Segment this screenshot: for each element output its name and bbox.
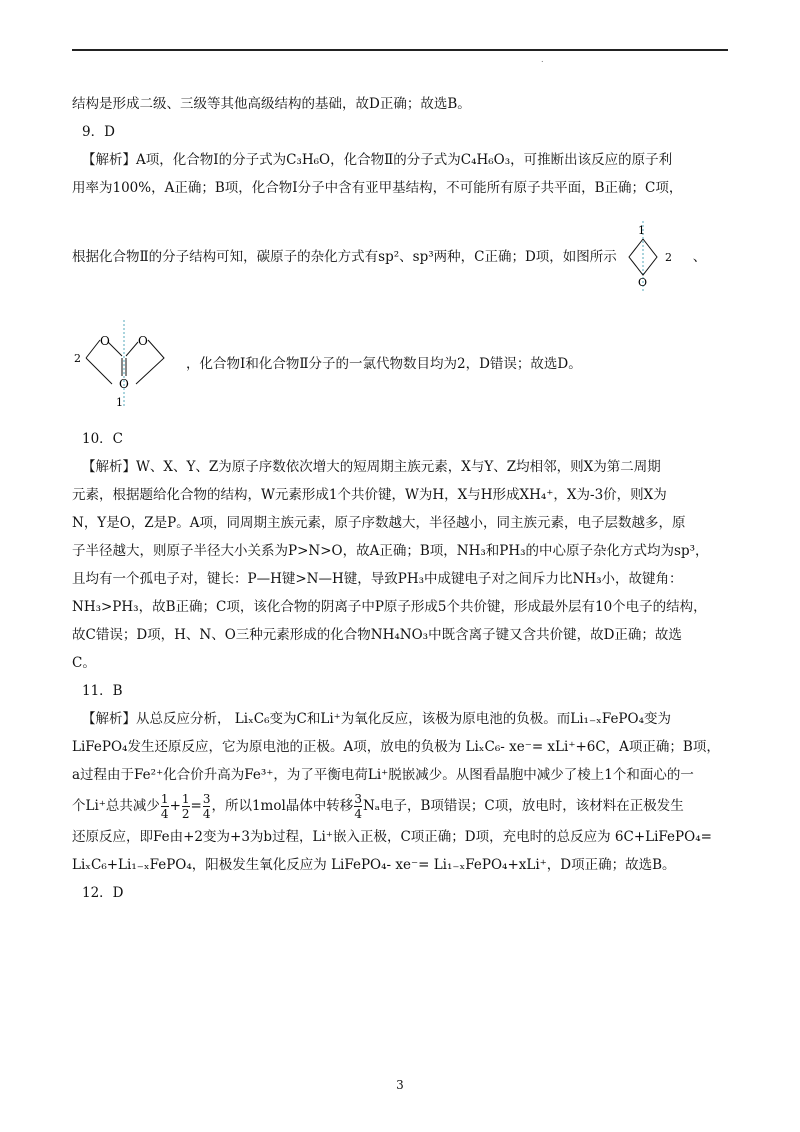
- diag1-label-2: 2: [664, 251, 672, 264]
- header-dot: .: [541, 55, 544, 64]
- equals-sign: =: [190, 798, 202, 814]
- diag2-label-2: 2: [74, 351, 81, 365]
- q10-number: 10．C: [82, 431, 124, 447]
- fraction-numerator: 1: [181, 792, 190, 806]
- q9-text-1: A项，化合物Ⅰ的分子式为C₃H₆O，化合物Ⅱ的分子式为C₄H₆O₃，可推断出该反应的原子利: [136, 152, 673, 168]
- page-number: 3: [396, 1078, 404, 1092]
- q11-tag: 【解析】: [82, 711, 136, 727]
- fraction-1-2: [182, 792, 190, 821]
- q11-text-4b: ，所以1mol晶体中转移: [211, 798, 354, 814]
- fraction-denominator: 2: [181, 807, 190, 821]
- q11-line-3: a过程由于Fe²⁺化合价升高为Fe³⁺，为了平衡电荷Li⁺脱嵌减少。从图看晶胞中减少了棱上1个和面心的一: [72, 767, 694, 783]
- fraction-3-4-b: [354, 792, 362, 821]
- q11-text-4c: Nₐ电子，B项错误；C项，放电时，该材料在正极发生: [362, 798, 684, 814]
- q11-line-1: [72, 705, 728, 733]
- fraction-denominator: 4: [160, 807, 169, 821]
- paragraph-continuation: 结构是形成二级、三级等其他高级结构的基础，故D正确；故选B。: [72, 96, 471, 112]
- q10-line-8: C。: [72, 655, 96, 671]
- q11-number: 11．B: [82, 683, 123, 699]
- q12-number: 12．D: [82, 885, 124, 901]
- q11-line-2: LiFePO₄发生还原反应，它为原电池的正极。A项，放电的负极为 LiₓC₆- xe⁻= xLi⁺+6C，A项正确；B项，: [72, 739, 720, 755]
- oxetane-diagram: [621, 219, 683, 295]
- fraction-denominator: 4: [354, 807, 362, 821]
- q9-number: 9．D: [82, 124, 115, 140]
- q10-line-2: 元素，根据题给化合物的结构，W元素形成1个共价键，W为H，X与H形成XH₄⁺，X为-3价，则X为: [72, 487, 667, 503]
- q10-tag: 【解析】: [82, 459, 136, 475]
- fraction-3-4: [203, 792, 211, 821]
- diag2-label-1: 1: [116, 395, 123, 409]
- q9-text-4: ，化合物Ⅰ和化合物Ⅱ分子的一氯代物数目均为2，D错误；故选D。: [186, 355, 582, 372]
- header-rule: [72, 49, 728, 51]
- plus-sign: +: [169, 798, 181, 814]
- q9-text-3-tail: 、: [692, 249, 707, 265]
- fraction-1-4: [161, 792, 169, 821]
- q11-text-1: 从总反应分析， LiₓC₆变为C和Li⁺为氧化反应，该极为原电池的负极。而Li₁₋ₓFePO₄变为: [136, 711, 671, 727]
- q9-line-4: [72, 316, 728, 411]
- q11-line-4: [72, 789, 728, 823]
- diag2-oxygen-carbonyl: O: [119, 376, 129, 391]
- diag2-oxygen-left: O: [100, 333, 110, 348]
- q9-line-2: 用率为100%，A正确；B项，化合物Ⅰ分子中含有亚甲基结构，不可能所有原子共平面，B正确；C项，: [72, 180, 683, 196]
- q9-line-1: [72, 146, 728, 174]
- q11-line-6: LiₓC₆+Li₁₋ₓFePO₄，阳极发生氧化反应为 LiFePO₄- xe⁻= Li₁₋ₓFePO₄+xLi⁺，D项正确；故选B。: [72, 857, 676, 873]
- q9-text-3: 根据化合物Ⅱ的分子结构可知，碳原子的杂化方式有sp²、sp³两种，C正确；D项，如图所示: [72, 249, 617, 265]
- q10-line-5: 且均有一个孤电子对，键长：P—H键>N—H键，导致PH₃中成键电子对之间斥力比NH₃小，故键角：: [72, 571, 683, 587]
- q10-line-4: 子半径越大，则原子半径大小关系为P>N>O，故A正确；B项，NH₃和PH₃的中心原子杂化方式均为sp³，: [72, 543, 709, 559]
- q10-line-1: [72, 453, 728, 481]
- fraction-numerator: 3: [354, 792, 362, 806]
- q11-line-5: 还原反应，即Fe由+2变为+3为b过程，Li⁺嵌入正极，C项正确；D项，充电时的总反应为 6C+LiFePO₄=: [72, 829, 712, 845]
- q10-text-1: W、X、Y、Z为原子序数依次增大的短周期主族元素，X与Y、Z均相邻，则X为第二周期: [136, 459, 661, 475]
- q10-line-7: 故C错误；D项，H、N、O三种元素形成的化合物NH₄NO₃中既含离子键又含共价键，故D正确；故选: [72, 627, 682, 643]
- fraction-numerator: 3: [202, 792, 211, 806]
- q10-line-6: NH₃>PH₃，故B正确；C项，该化合物的阴离子中P原子形成5个共价键，形成最外层有10个电子的结构，: [72, 599, 707, 615]
- diag1-oxygen: O: [637, 276, 647, 289]
- cyclic-carbonate-diagram: [72, 318, 182, 410]
- fraction-numerator: 1: [160, 792, 169, 806]
- q10-line-3: N，Y是O，Z是P。A项，同周期主族元素，原子序数越大，半径越小，同主族元素，电子层数越多，原: [72, 515, 686, 531]
- fraction-denominator: 4: [202, 807, 211, 821]
- document-body: [72, 90, 728, 907]
- q11-text-4a: 个Li⁺总共减少: [72, 798, 160, 814]
- q9-line-3: [72, 202, 728, 312]
- diag1-label-1: 1: [637, 224, 645, 237]
- diag2-oxygen-right: O: [138, 333, 148, 348]
- q9-tag: 【解析】: [82, 152, 136, 168]
